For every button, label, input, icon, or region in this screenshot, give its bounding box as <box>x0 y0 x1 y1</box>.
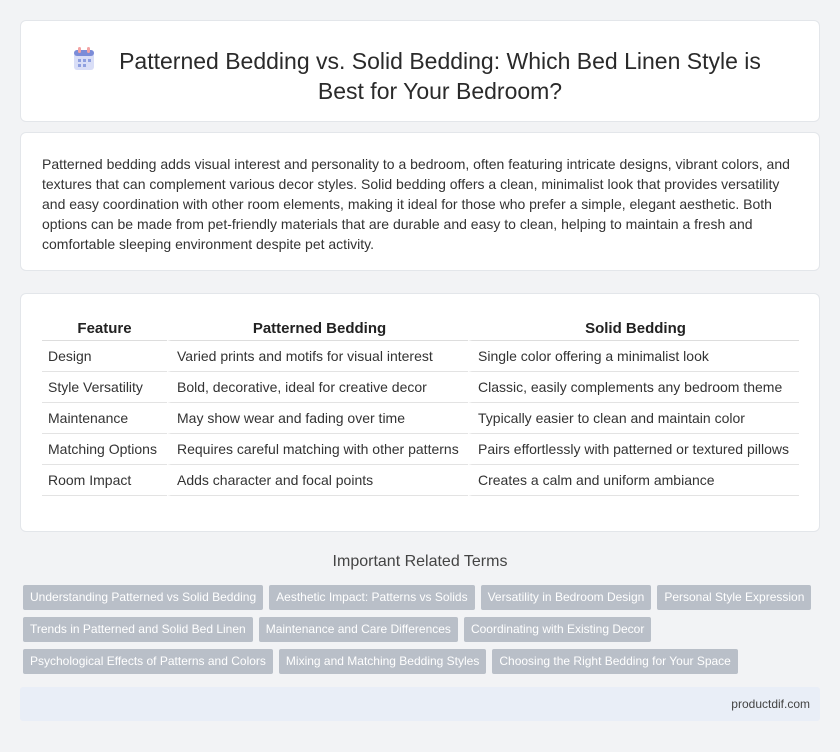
related-terms-list <box>23 585 823 681</box>
tag-row <box>23 617 823 643</box>
header-patterned: Patterned Bedding <box>167 314 468 341</box>
table-cell: Adds character and focal points <box>167 465 468 496</box>
title-card <box>20 20 820 122</box>
related-term-tag[interactable]: Understanding Patterned vs Solid Bedding <box>23 585 263 610</box>
tag-row <box>23 649 823 675</box>
table-cell: Room Impact <box>42 465 167 496</box>
related-term-tag[interactable]: Versatility in Bedroom Design <box>481 585 652 610</box>
related-term-tag[interactable]: Trends in Patterned and Solid Bed Linen <box>23 617 253 642</box>
footer-site-link[interactable]: productdif.com <box>731 697 810 711</box>
tag-row <box>23 585 823 611</box>
table-cell: Pairs effortlessly with patterned or textured pillows <box>468 434 799 465</box>
related-term-tag[interactable]: Aesthetic Impact: Patterns vs Solids <box>269 585 474 610</box>
header-solid: Solid Bedding <box>468 314 799 341</box>
table-cell: Maintenance <box>42 403 167 434</box>
table-header-row <box>42 314 799 341</box>
table-cell: Design <box>42 341 167 372</box>
related-term-tag[interactable]: Psychological Effects of Patterns and Colors <box>23 649 273 674</box>
table-cell: Requires careful matching with other patterns <box>167 434 468 465</box>
table-row <box>42 403 799 434</box>
table-cell: Typically easier to clean and maintain color <box>468 403 799 434</box>
related-term-tag[interactable]: Maintenance and Care Differences <box>259 617 458 642</box>
header-feature: Feature <box>42 314 167 341</box>
table-cell: Creates a calm and uniform ambiance <box>468 465 799 496</box>
table-cell: Style Versatility <box>42 372 167 403</box>
table-cell: May show wear and fading over time <box>167 403 468 434</box>
table-cell: Bold, decorative, ideal for creative decor <box>167 372 468 403</box>
table-cell: Varied prints and motifs for visual interest <box>167 341 468 372</box>
summary-text: Patterned bedding adds visual interest and personality to a bedroom, often featuring intricate designs, vibrant colors, and textures that can complement various decor styles. Solid bedding offers a clean, minimalist look that provides versatility and easy coordination with other room elements, making it ideal for those who prefer a simple, elegant aesthetic. Both options can be made from pet-friendly materials that are durable and easy to clean, helping to maintain a fresh and comfortable sleeping environment despite pet activity. <box>42 156 790 252</box>
summary-card <box>20 132 820 271</box>
related-term-tag[interactable]: Choosing the Right Bedding for Your Space <box>492 649 738 674</box>
related-term-tag[interactable]: Coordinating with Existing Decor <box>464 617 651 642</box>
table-cell: Single color offering a minimalist look <box>468 341 799 372</box>
footer <box>20 687 820 721</box>
table-row <box>42 341 799 372</box>
table-row <box>42 465 799 496</box>
comparison-table <box>42 314 799 496</box>
table-cell: Classic, easily complements any bedroom theme <box>468 372 799 403</box>
related-term-tag[interactable]: Mixing and Matching Bedding Styles <box>279 649 486 674</box>
table-row <box>42 372 799 403</box>
table-row <box>42 434 799 465</box>
related-term-tag[interactable]: Personal Style Expression <box>657 585 811 610</box>
related-terms-title: Important Related Terms <box>332 553 508 570</box>
table-cell: Matching Options <box>42 434 167 465</box>
comparison-card <box>20 293 820 532</box>
page-title: Patterned Bedding vs. Solid Bedding: Which Bed Linen Style is Best for Your Bedroom? <box>119 48 761 104</box>
